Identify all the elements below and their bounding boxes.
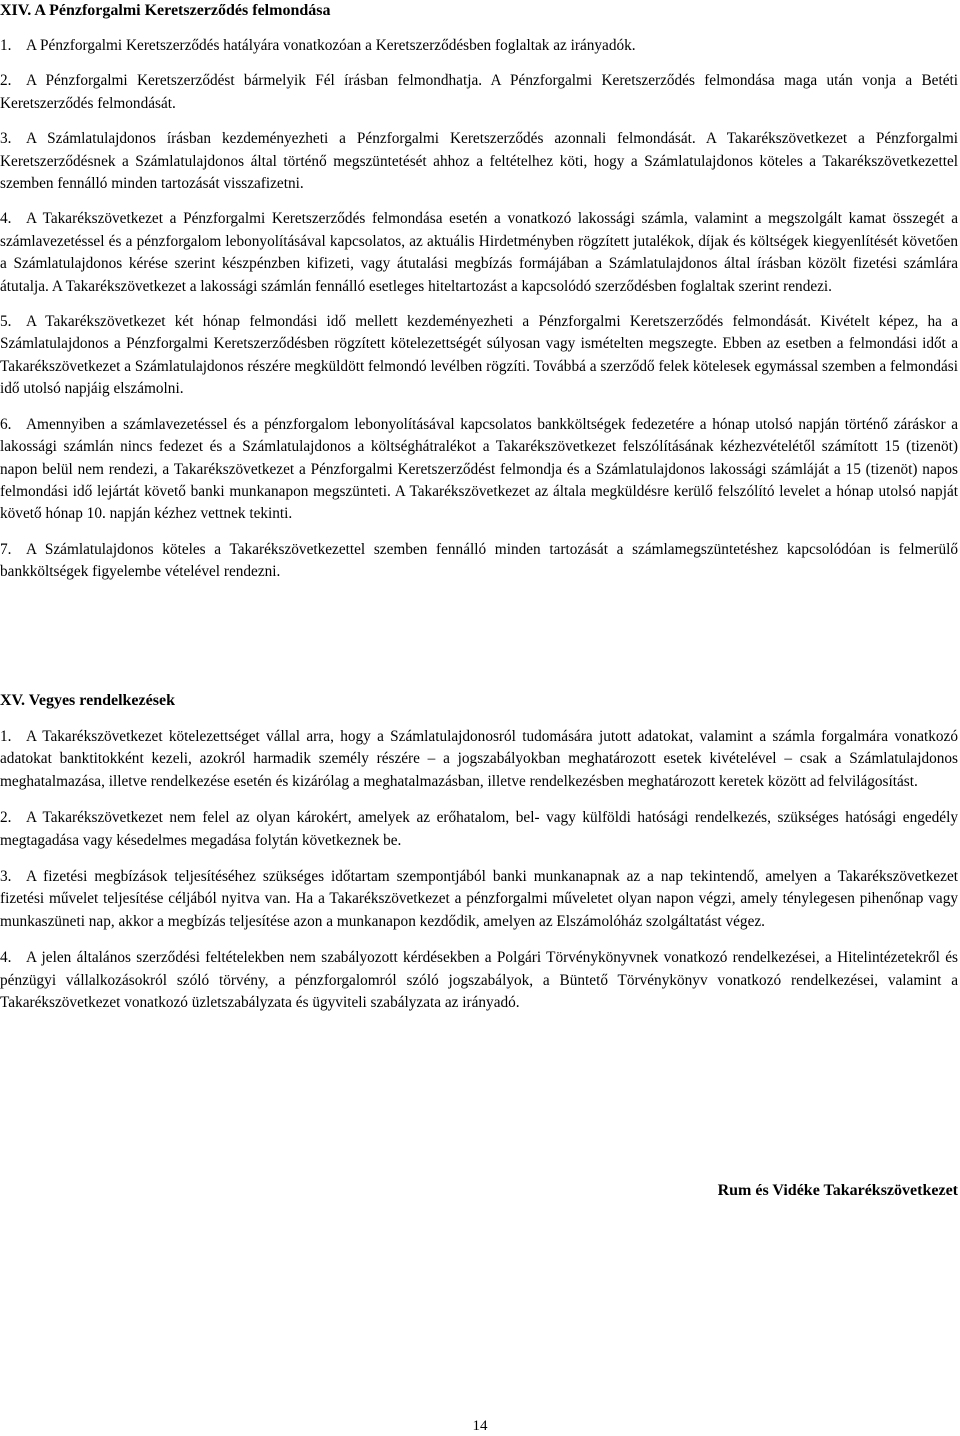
list-item bbox=[0, 539, 958, 584]
item-text: A Takarékszövetkezet nem felel az olyan károkért, amelyek az erőhatalom, bel- vagy külföldi hatósági rendelkezés, szükséges hatósági engedély megtagadása vagy késedelmes megadása folytán következnek be. bbox=[0, 809, 958, 849]
item-text: Amennyiben a számlavezetéssel és a pénzforgalom lebonyolításával kapcsolatos bankköltségek fedezetére a hónap utolsó napján történő záráskor a lakossági számlán nincs fedezet és a Számlatulajdonos a költséghátralékot a Takarékszövetkezet felszólításának kézhezvételétől számított 15 (tizenöt) napon belül nem rendezi, a Takarékszövetkezet a Pénzforgalmi Keretszerződést felmondja és a Számlatulajdonos lakossági számláját a 15 (tizenöt) napos felmondási idő lejártát követő banki munkanapon megszünteti. A Takarékszövetkezet az általa megküldésre kerülő felszólító levelet a hónap utolsó napját követő hónap 10. napján kézhez vettnek tekinti. bbox=[0, 415, 958, 523]
item-number: 1. bbox=[0, 37, 12, 54]
item-text: A Pénzforgalmi Keretszerződés hatályára vonatkozóan a Keretszerződésben foglaltak az irányadók. bbox=[26, 37, 636, 54]
list-item bbox=[0, 128, 958, 195]
list-item bbox=[0, 866, 958, 933]
item-text: A Takarékszövetkezet kötelezettséget vállal arra, hogy a Számlatulajdonosról tudomására jutott adatokat, valamint a számla forgalmára vonatkozó adatokat banktitokként kezeli, azokról harmadik személy részére – a jogszabályokban meghatározott esetek kivételével – csak a Számlatulajdonos meghatalmazása, illetve rendelkezése esetén és kizárólag a meghatalmazásban, illetve rendelkezésben meghatározott keretek között ad felvilágosítást. bbox=[0, 728, 958, 790]
item-text: A Számlatulajdonos írásban kezdeményezheti a Pénzforgalmi Keretszerződés azonnali felmondását. A Takarékszövetkezet a Pénzforgalmi Keretszerződésnek a Számlatulajdonos által történő megszüntetését ahhoz a feltételhez köti, hogy a Számlatulajdonos köteles a Takarékszövetkezettel szemben fennálló minden tartozását visszafizetni. bbox=[0, 130, 958, 193]
item-text: A Számlatulajdonos köteles a Takarékszövetkezettel szemben fennálló minden tartozását a számlamegszüntetéshez kapcsolódóan is felmerülő bankköltségek figyelembe vételével rendezni. bbox=[0, 540, 958, 581]
section-title: XV. Vegyes rendelkezések bbox=[0, 692, 175, 709]
item-number: 3. bbox=[0, 868, 12, 886]
item-number: 7. bbox=[0, 540, 12, 558]
item-text: A Takarékszövetkezet a Pénzforgalmi Keretszerződés felmondása esetén a vonatkozó lakossági számla, valamint a megszolgált kamat összegét a számlavezetéssel és a pénzforgalom lebonyolításával kapcsolatos, az aktuális Hirdetményben rögzített jutalékok, díjak és költségek kiegyenlítését követően a Számlatulajdonos kérése szerint készpénzben kifizeti, vagy átutalási megbízás formájában a Számlatulajdonos által írásban közölt fizetési számlára átutalja. A Takarékszövetkezet a lakossági számlán fennálló esetleges hiteltartozást a kapcsolódó szerződésben foglaltak szerint rendezi. bbox=[0, 210, 958, 295]
item-number: 3. bbox=[0, 130, 12, 148]
item-text: A Takarékszövetkezet két hónap felmondási idő mellett kezdeményezheti a Pénzforgalmi Keretszerződés felmondását. Kivételt képez, ha a Számlatulajdonos a Pénzforgalmi Keretszerződésben rögzített kötelezettségét súlyosan vagy ismételten megszegte. Ebben az esetben a felmondási időt a Takarékszövetkezet a Számlatulajdonos részére megküldött felmondó levélben rögzíti. Továbbá a szerződő felek kötelesek egymással szemben a felmondási idő utolsó napjáig elszámolni. bbox=[0, 313, 958, 398]
signature: Rum és Vidéke Takarékszövetkezet bbox=[717, 1182, 958, 1199]
item-number: 2. bbox=[0, 72, 12, 90]
item-text: A fizetési megbízások teljesítéséhez szükséges időtartam szempontjából banki munkanapnak az a nap tekintendő, amelyen a Takarékszövetkezet fizetési művelet teljesítése céljából nyitva van. Ha a Takarékszövetkezet a pénzforgalmi műveletet olyan napon végzi, amely ténylegesen pihenőnap vagy munkaszüneti nap, akkor a megbízás teljesítése azon a munkanapon kezdődik, amelyen az Elszámolóház szolgáltatást végez. bbox=[0, 868, 958, 930]
list-item bbox=[0, 208, 958, 298]
item-text: A jelen általános szerződési feltételekben nem szabályozott kérdésekben a Polgári Törvénykönyvnek vonatkozó rendelkezései, a Hitelintézetekről és pénzügyi vállalkozásokról szóló törvény, a pénzforgalomról szóló jogszabályok, a Büntető Törvénykönyv vonatkozó rendelkezései, valamint a Takarékszövetkezet vonatkozó üzletszabályzata és ügyviteli szabályzata az irányadó. bbox=[0, 949, 958, 1012]
section-title: XIV. A Pénzforgalmi Keretszerződés felmondása bbox=[0, 2, 331, 19]
item-number: 4. bbox=[0, 210, 12, 228]
item-number: 1. bbox=[0, 728, 12, 745]
list-item bbox=[0, 726, 958, 793]
list-item bbox=[0, 70, 958, 115]
page-number: 14 bbox=[472, 1418, 488, 1434]
list-item bbox=[0, 311, 958, 401]
list-item bbox=[0, 947, 958, 1014]
section-xiv bbox=[0, 0, 958, 584]
item-number: 4. bbox=[0, 949, 12, 967]
list-item bbox=[0, 35, 958, 57]
list-item bbox=[0, 414, 958, 526]
item-number: 5. bbox=[0, 313, 12, 331]
list-item bbox=[0, 807, 958, 852]
item-number: 2. bbox=[0, 809, 12, 827]
item-text: A Pénzforgalmi Keretszerződést bármelyik Fél írásban felmondhatja. A Pénzforgalmi Keretszerződés felmondása maga után vonja a Betéti Keretszerződés felmondását. bbox=[0, 72, 958, 112]
item-number: 6. bbox=[0, 415, 12, 433]
section-xv bbox=[0, 690, 958, 1014]
